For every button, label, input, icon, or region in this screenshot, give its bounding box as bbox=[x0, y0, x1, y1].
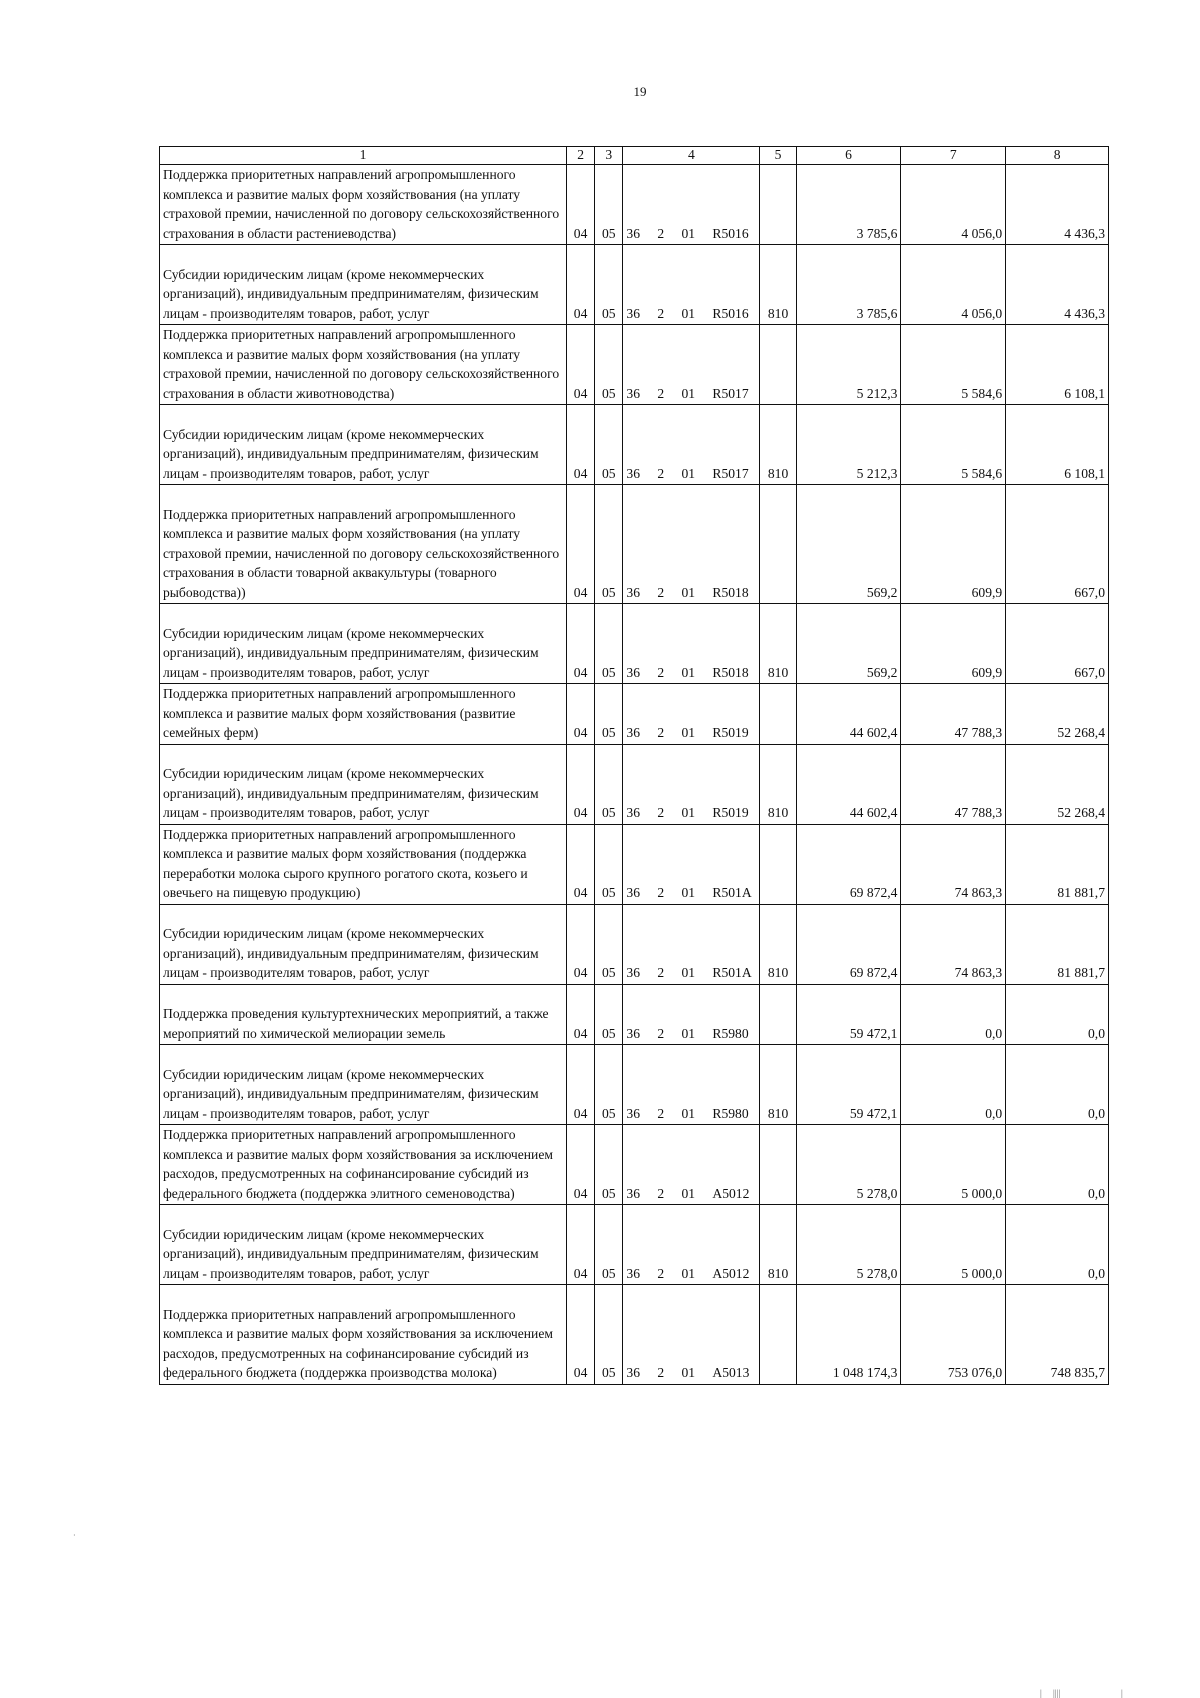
expense-type-cell: 810 bbox=[760, 744, 796, 824]
row-name-cell bbox=[160, 984, 567, 1045]
row-name-cell bbox=[160, 245, 567, 325]
amount-col6-cell: 59 472,1 bbox=[796, 984, 901, 1045]
section-code-cell: 04 bbox=[567, 984, 595, 1045]
row-spacer bbox=[163, 245, 563, 265]
target-code-part: R5017 bbox=[712, 385, 749, 401]
target-article-cell bbox=[623, 485, 760, 604]
expense-type-cell bbox=[760, 984, 796, 1045]
target-code-part: 36 bbox=[626, 305, 640, 321]
amount-col8-cell: 52 268,4 bbox=[1006, 744, 1109, 824]
row-spacer bbox=[163, 1045, 563, 1065]
amount-col6-cell: 69 872,4 bbox=[796, 904, 901, 984]
target-code-part: 36 bbox=[626, 725, 640, 740]
target-code-part: 36 bbox=[626, 465, 640, 481]
row-name-cell bbox=[160, 1125, 567, 1205]
row-name-cell bbox=[160, 405, 567, 485]
target-code-part: 01 bbox=[681, 1365, 696, 1380]
amount-col8-cell: 4 436,3 bbox=[1006, 165, 1109, 245]
target-code-part: 01 bbox=[681, 1025, 696, 1041]
amount-col7-cell: 753 076,0 bbox=[901, 1285, 1006, 1385]
row-name-text: Субсидии юридическим лицам (кроме некоммерческих организаций), индивидуальным предпринимателям, физическим лицам - производителям товаров, работ, услуг bbox=[163, 926, 539, 980]
row-spacer bbox=[163, 985, 563, 1005]
target-code-part: R5018 bbox=[712, 664, 749, 680]
amount-col7-cell: 0,0 bbox=[901, 1045, 1006, 1125]
subsection-code-cell: 05 bbox=[595, 405, 623, 485]
amount-col6-cell: 569,2 bbox=[796, 485, 901, 604]
amount-col8-cell: 667,0 bbox=[1006, 485, 1109, 604]
amount-col7-cell: 609,9 bbox=[901, 485, 1006, 604]
expense-type-cell: 810 bbox=[760, 604, 796, 684]
amount-col6-cell: 44 602,4 bbox=[796, 684, 901, 745]
subsection-code-cell: 05 bbox=[595, 1045, 623, 1125]
expense-type-cell: 810 bbox=[760, 405, 796, 485]
expense-type-cell bbox=[760, 165, 796, 245]
target-article-cell bbox=[623, 405, 760, 485]
header-cell-3: 3 bbox=[595, 147, 623, 165]
target-code-part: R5017 bbox=[712, 465, 749, 481]
amount-col7-cell: 47 788,3 bbox=[901, 744, 1006, 824]
row-name-text: Субсидии юридическим лицам (кроме некоммерческих организаций), индивидуальным предпринимателям, физическим лицам - производителям товаров, работ, услуг bbox=[163, 266, 539, 321]
row-name-text: Субсидии юридическим лицам (кроме некоммерческих организаций), индивидуальным предпринимателям, физическим лицам - производителям товаров, работ, услуг bbox=[163, 1066, 539, 1121]
row-name-text: Поддержка приоритетных направлений агропромышленного комплекса и развитие малых форм хозяйствования (поддержка переработки молока сырого крупного рогатого скота, козьего и овечьего на пищевую продукцию) bbox=[163, 826, 528, 900]
amount-col8-cell: 81 881,7 bbox=[1006, 824, 1109, 904]
target-code-part: 36 bbox=[626, 1365, 640, 1380]
target-code-part: 36 bbox=[626, 664, 640, 680]
section-code-cell: 04 bbox=[567, 1045, 595, 1125]
table-row bbox=[160, 245, 1109, 325]
amount-col7-cell: 5 584,6 bbox=[901, 405, 1006, 485]
expense-type-cell bbox=[760, 1125, 796, 1205]
section-code-cell: 04 bbox=[567, 744, 595, 824]
subsection-code-cell: 05 bbox=[595, 1125, 623, 1205]
target-code-part: 36 bbox=[626, 1025, 640, 1041]
target-code-part: 01 bbox=[681, 1265, 696, 1281]
target-code-part: R501A bbox=[712, 885, 752, 900]
target-code-part: 2 bbox=[657, 725, 665, 740]
amount-col6-cell: 69 872,4 bbox=[796, 824, 901, 904]
header-cell-7: 7 bbox=[901, 147, 1006, 165]
section-code-cell: 04 bbox=[567, 1205, 595, 1285]
amount-col8-cell: 0,0 bbox=[1006, 1045, 1109, 1125]
amount-col8-cell: 6 108,1 bbox=[1006, 325, 1109, 405]
amount-col6-cell: 569,2 bbox=[796, 604, 901, 684]
subsection-code-cell: 05 bbox=[595, 684, 623, 745]
amount-col6-cell: 1 048 174,3 bbox=[796, 1285, 901, 1385]
target-code-part: 2 bbox=[657, 664, 665, 680]
target-code-part: 01 bbox=[681, 584, 696, 600]
row-name-cell bbox=[160, 325, 567, 405]
row-name-cell bbox=[160, 824, 567, 904]
expense-type-cell: 810 bbox=[760, 1205, 796, 1285]
section-code-cell: 04 bbox=[567, 165, 595, 245]
target-code-part: 2 bbox=[657, 305, 665, 321]
table-row bbox=[160, 485, 1109, 604]
target-article-cell bbox=[623, 1285, 760, 1385]
row-name-cell bbox=[160, 485, 567, 604]
header-cell-5: 5 bbox=[760, 147, 796, 165]
amount-col7-cell: 0,0 bbox=[901, 984, 1006, 1045]
amount-col6-cell: 5 212,3 bbox=[796, 405, 901, 485]
amount-col7-cell: 4 056,0 bbox=[901, 245, 1006, 325]
header-cell-2: 2 bbox=[567, 147, 595, 165]
section-code-cell: 04 bbox=[567, 1285, 595, 1385]
target-code-part: R5019 bbox=[712, 805, 749, 820]
section-code-cell: 04 bbox=[567, 684, 595, 745]
section-code-cell: 04 bbox=[567, 604, 595, 684]
target-code-part: 01 bbox=[681, 1105, 696, 1121]
target-code-part: A5013 bbox=[712, 1365, 750, 1380]
row-name-text: Субсидии юридическим лицам (кроме некоммерческих организаций), индивидуальным предпринимателям, физическим лицам - производителям товаров, работ, услуг bbox=[163, 766, 539, 820]
subsection-code-cell: 05 bbox=[595, 604, 623, 684]
amount-col7-cell: 609,9 bbox=[901, 604, 1006, 684]
target-code-part: A5012 bbox=[712, 1265, 750, 1281]
row-name-cell bbox=[160, 904, 567, 984]
scan-mark: · bbox=[73, 1531, 76, 1540]
budget-table bbox=[159, 146, 1109, 1385]
section-code-cell: 04 bbox=[567, 325, 595, 405]
row-name-cell bbox=[160, 165, 567, 245]
section-code-cell: 04 bbox=[567, 405, 595, 485]
table-row bbox=[160, 604, 1109, 684]
amount-col6-cell: 5 212,3 bbox=[796, 325, 901, 405]
header-cell-6: 6 bbox=[796, 147, 901, 165]
row-name-text: Поддержка приоритетных направлений агропромышленного комплекса и развитие малых форм хозяйствования (на уплату страховой премии, начисленной по договору сельскохозяйственного страхования в области товарной аквакультуры (товарного рыбоводства)) bbox=[163, 506, 560, 600]
amount-col8-cell: 4 436,3 bbox=[1006, 245, 1109, 325]
amount-col8-cell: 81 881,7 bbox=[1006, 904, 1109, 984]
target-code-part: 36 bbox=[626, 1265, 640, 1281]
row-name-text: Поддержка приоритетных направлений агропромышленного комплекса и развитие малых форм хозяйствования (на уплату страховой премии, начисленной по договору сельскохозяйственного страхования в области растениеводства) bbox=[163, 167, 560, 241]
row-name-text: Поддержка приоритетных направлений агропромышленного комплекса и развитие малых форм хозяйствования (на уплату страховой премии, начисленной по договору сельскохозяйственного страхования в области животноводства) bbox=[163, 327, 560, 401]
row-spacer bbox=[163, 1205, 563, 1225]
target-code-part: 2 bbox=[657, 1185, 665, 1201]
amount-col6-cell: 5 278,0 bbox=[796, 1125, 901, 1205]
amount-col8-cell: 748 835,7 bbox=[1006, 1285, 1109, 1385]
target-code-part: 01 bbox=[681, 465, 696, 481]
target-code-part: 2 bbox=[657, 1365, 665, 1380]
amount-col6-cell: 44 602,4 bbox=[796, 744, 901, 824]
row-spacer bbox=[163, 604, 563, 624]
expense-type-cell: 810 bbox=[760, 245, 796, 325]
target-article-cell bbox=[623, 1045, 760, 1125]
subsection-code-cell: 05 bbox=[595, 744, 623, 824]
expense-type-cell bbox=[760, 1285, 796, 1385]
target-code-part: 2 bbox=[657, 385, 665, 401]
subsection-code-cell: 05 bbox=[595, 1205, 623, 1285]
target-code-part: 01 bbox=[681, 664, 696, 680]
expense-type-cell bbox=[760, 325, 796, 405]
target-code-part: 2 bbox=[657, 965, 665, 980]
amount-col7-cell: 4 056,0 bbox=[901, 165, 1006, 245]
header-cell-1: 1 bbox=[160, 147, 567, 165]
subsection-code-cell: 05 bbox=[595, 325, 623, 405]
target-code-part: 36 bbox=[626, 584, 640, 600]
row-name-text: Поддержка приоритетных направлений агропромышленного комплекса и развитие малых форм хозяйствования (развитие семейных ферм) bbox=[163, 686, 516, 740]
target-article-cell bbox=[623, 984, 760, 1045]
row-name-text: Субсидии юридическим лицам (кроме некоммерческих организаций), индивидуальным предпринимателям, физическим лицам - производителям товаров, работ, услуг bbox=[163, 426, 539, 481]
row-spacer bbox=[163, 905, 563, 925]
section-code-cell: 04 bbox=[567, 245, 595, 325]
amount-col8-cell: 667,0 bbox=[1006, 604, 1109, 684]
row-name-cell bbox=[160, 604, 567, 684]
target-code-part: 36 bbox=[626, 385, 640, 401]
table-row bbox=[160, 744, 1109, 824]
row-spacer bbox=[163, 485, 563, 505]
expense-type-cell bbox=[760, 684, 796, 745]
target-article-cell bbox=[623, 1205, 760, 1285]
table-row bbox=[160, 1205, 1109, 1285]
row-name-cell bbox=[160, 1285, 567, 1385]
target-code-part: R5980 bbox=[712, 1105, 749, 1121]
table-row bbox=[160, 824, 1109, 904]
subsection-code-cell: 05 bbox=[595, 984, 623, 1045]
amount-col7-cell: 47 788,3 bbox=[901, 684, 1006, 745]
row-name-cell bbox=[160, 744, 567, 824]
amount-col7-cell: 5 584,6 bbox=[901, 325, 1006, 405]
target-code-part: 36 bbox=[626, 965, 640, 980]
row-spacer bbox=[163, 745, 563, 765]
target-code-part: 01 bbox=[681, 965, 696, 980]
header-row bbox=[160, 147, 1109, 165]
target-code-part: 2 bbox=[657, 465, 665, 481]
subsection-code-cell: 05 bbox=[595, 485, 623, 604]
target-code-part: 01 bbox=[681, 885, 696, 900]
target-code-part: 01 bbox=[681, 225, 696, 241]
table-row bbox=[160, 405, 1109, 485]
target-code-part: 2 bbox=[657, 885, 665, 900]
row-spacer bbox=[163, 1285, 563, 1305]
table-row bbox=[160, 1045, 1109, 1125]
target-code-part: 01 bbox=[681, 385, 696, 401]
table-row bbox=[160, 325, 1109, 405]
expense-type-cell bbox=[760, 824, 796, 904]
table-row bbox=[160, 165, 1109, 245]
amount-col7-cell: 74 863,3 bbox=[901, 904, 1006, 984]
table-body bbox=[160, 147, 1109, 1385]
row-name-text: Субсидии юридическим лицам (кроме некоммерческих организаций), индивидуальным предпринимателям, физическим лицам - производителям товаров, работ, услуг bbox=[163, 625, 539, 680]
target-code-part: 01 bbox=[681, 805, 696, 820]
target-code-part: 2 bbox=[657, 1105, 665, 1121]
section-code-cell: 04 bbox=[567, 485, 595, 604]
table-row bbox=[160, 904, 1109, 984]
subsection-code-cell: 05 bbox=[595, 904, 623, 984]
amount-col7-cell: 5 000,0 bbox=[901, 1205, 1006, 1285]
target-article-cell bbox=[623, 325, 760, 405]
target-code-part: 36 bbox=[626, 885, 640, 900]
row-name-cell bbox=[160, 1045, 567, 1125]
amount-col8-cell: 52 268,4 bbox=[1006, 684, 1109, 745]
target-article-cell bbox=[623, 824, 760, 904]
row-name-text: Поддержка приоритетных направлений агропромышленного комплекса и развитие малых форм хозяйствования за исключением расходов, предусмотренных на софинансирование субсидий из федерального бюджета (поддержка элитного семеноводства) bbox=[163, 1127, 553, 1201]
amount-col6-cell: 3 785,6 bbox=[796, 165, 901, 245]
subsection-code-cell: 05 bbox=[595, 824, 623, 904]
amount-col8-cell: 0,0 bbox=[1006, 1125, 1109, 1205]
target-code-part: R5016 bbox=[712, 225, 749, 241]
amount-col7-cell: 74 863,3 bbox=[901, 824, 1006, 904]
subsection-code-cell: 05 bbox=[595, 1285, 623, 1385]
section-code-cell: 04 bbox=[567, 824, 595, 904]
table-row bbox=[160, 1125, 1109, 1205]
header-cell-4: 4 bbox=[623, 147, 760, 165]
target-code-part: R5980 bbox=[712, 1025, 749, 1041]
table-row bbox=[160, 684, 1109, 745]
scan-edge-marks: | |||| | bbox=[1040, 1688, 1123, 1698]
target-code-part: 2 bbox=[657, 805, 665, 820]
amount-col6-cell: 3 785,6 bbox=[796, 245, 901, 325]
target-code-part: R5019 bbox=[712, 725, 749, 740]
target-code-part: 01 bbox=[681, 305, 696, 321]
amount-col8-cell: 6 108,1 bbox=[1006, 405, 1109, 485]
target-article-cell bbox=[623, 165, 760, 245]
target-code-part: 36 bbox=[626, 1105, 640, 1121]
target-code-part: 2 bbox=[657, 584, 665, 600]
target-code-part: 36 bbox=[626, 225, 640, 241]
target-article-cell bbox=[623, 744, 760, 824]
section-code-cell: 04 bbox=[567, 904, 595, 984]
target-article-cell bbox=[623, 904, 760, 984]
target-code-part: A5012 bbox=[712, 1185, 750, 1201]
row-name-text: Субсидии юридическим лицам (кроме некоммерческих организаций), индивидуальным предпринимателям, физическим лицам - производителям товаров, работ, услуг bbox=[163, 1226, 539, 1281]
amount-col6-cell: 59 472,1 bbox=[796, 1045, 901, 1125]
expense-type-cell: 810 bbox=[760, 904, 796, 984]
target-code-part: 36 bbox=[626, 805, 640, 820]
target-code-part: R501A bbox=[712, 965, 752, 980]
amount-col7-cell: 5 000,0 bbox=[901, 1125, 1006, 1205]
amount-col6-cell: 5 278,0 bbox=[796, 1205, 901, 1285]
target-code-part: 36 bbox=[626, 1185, 640, 1201]
target-code-part: 2 bbox=[657, 1025, 665, 1041]
row-name-text: Поддержка проведения культуртехнических мероприятий, а также мероприятий по химической мелиорации земель bbox=[163, 1006, 549, 1041]
row-name-cell bbox=[160, 684, 567, 745]
amount-col8-cell: 0,0 bbox=[1006, 1205, 1109, 1285]
amount-col8-cell: 0,0 bbox=[1006, 984, 1109, 1045]
row-spacer bbox=[163, 405, 563, 425]
target-article-cell bbox=[623, 604, 760, 684]
target-article-cell bbox=[623, 684, 760, 745]
target-article-cell bbox=[623, 245, 760, 325]
row-name-cell bbox=[160, 1205, 567, 1285]
header-cell-8: 8 bbox=[1006, 147, 1109, 165]
target-code-part: R5016 bbox=[712, 305, 749, 321]
table-row bbox=[160, 1285, 1109, 1385]
target-article-cell bbox=[623, 1125, 760, 1205]
target-code-part: 01 bbox=[681, 725, 696, 740]
row-name-text: Поддержка приоритетных направлений агропромышленного комплекса и развитие малых форм хозяйствования за исключением расходов, предусмотренных на софинансирование субсидий из федерального бюджета (поддержка производства молока) bbox=[163, 1306, 553, 1380]
page-number: 19 bbox=[633, 84, 647, 99]
table-row bbox=[160, 984, 1109, 1045]
target-code-part: 2 bbox=[657, 1265, 665, 1281]
expense-type-cell bbox=[760, 485, 796, 604]
subsection-code-cell: 05 bbox=[595, 165, 623, 245]
target-code-part: R5018 bbox=[712, 584, 749, 600]
target-code-part: 01 bbox=[681, 1185, 696, 1201]
subsection-code-cell: 05 bbox=[595, 245, 623, 325]
section-code-cell: 04 bbox=[567, 1125, 595, 1205]
expense-type-cell: 810 bbox=[760, 1045, 796, 1125]
target-code-part: 2 bbox=[657, 225, 665, 241]
